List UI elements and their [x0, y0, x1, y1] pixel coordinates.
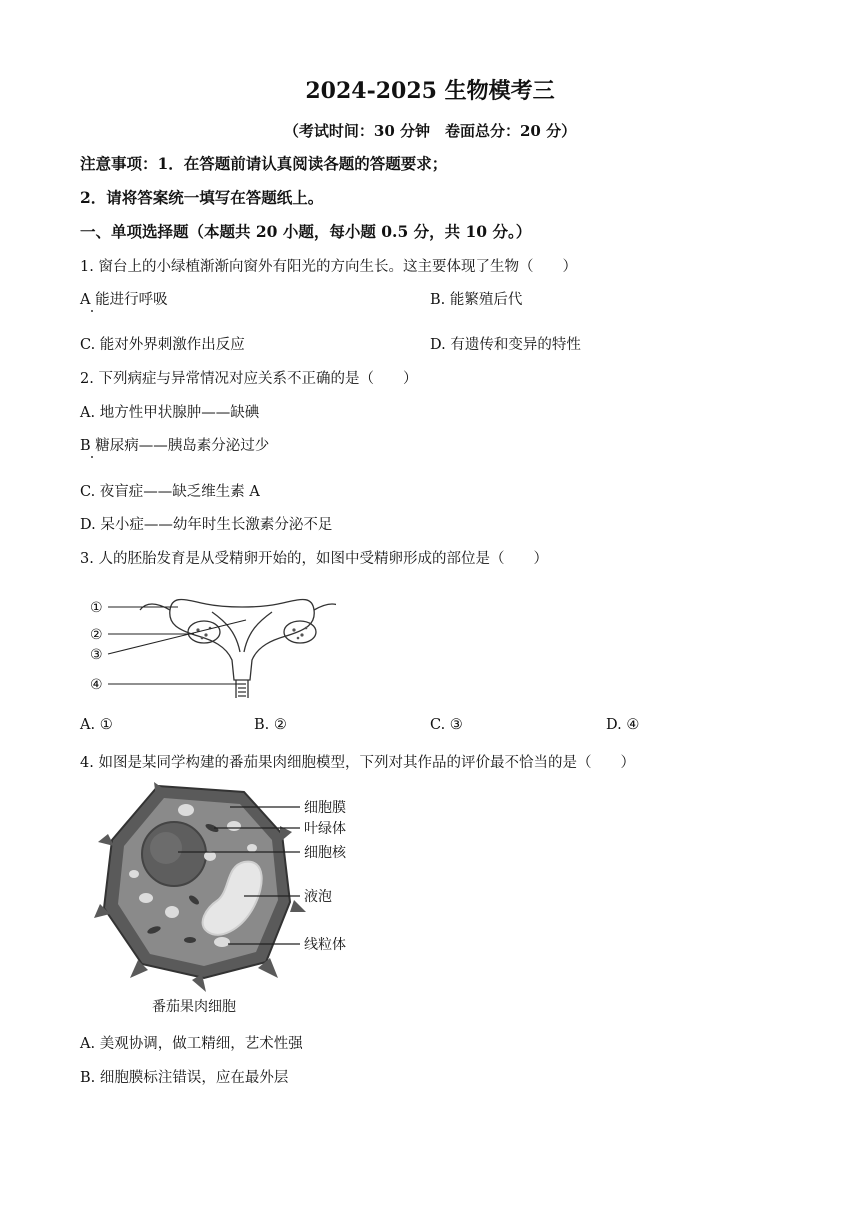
question-2-option-b: B 糖尿病——胰岛素分泌过少: [80, 438, 270, 454]
notice-line-2: 2．请将答案统一填写在答题纸上。: [80, 188, 324, 207]
label-nucleus: 细胞核: [304, 845, 346, 861]
figure-label-4: ④: [90, 677, 103, 693]
question-1-stem: 1. 窗台上的小绿植渐渐向窗外有阳光的方向生长。这主要体现了生物（ ）: [80, 259, 577, 275]
scan-dot: [91, 456, 93, 458]
exam-info: （考试时间：30 分钟 卷面总分：20 分）: [283, 122, 577, 140]
figure-caption: 番茄果肉细胞: [152, 999, 236, 1015]
label-chloroplast: 叶绿体: [304, 821, 346, 837]
figure-label-1: ①: [90, 600, 103, 616]
question-3-stem: 3. 人的胚胎发育是从受精卵开始的，如图中受精卵形成的部位是（ ）: [80, 551, 548, 567]
figure-label-3: ③: [90, 647, 103, 663]
question-1-option-c: C. 能对外界刺激作出反应: [80, 337, 245, 353]
question-4-option-b: B. 细胞膜标注错误，应在最外层: [80, 1070, 289, 1086]
female-reproductive-system-figure: [86, 580, 336, 705]
question-3-option-d: D. ④: [606, 717, 640, 733]
question-2-option-a: A. 地方性甲状腺肿——缺碘: [80, 405, 260, 421]
question-2-stem: 2. 下列病症与异常情况对应关系不正确的是（ ）: [80, 371, 418, 387]
question-3-option-b: B. ②: [254, 717, 287, 733]
question-4-stem: 4. 如图是某同学构建的番茄果肉细胞模型，下列对其作品的评价最不恰当的是（ ）: [80, 755, 635, 771]
tomato-cell-model-figure: [94, 782, 384, 1020]
question-1-option-a: A 能进行呼吸: [80, 292, 168, 308]
scan-dot: [91, 310, 93, 312]
question-2-option-d: D. 呆小症——幼年时生长激素分泌不足: [80, 517, 333, 533]
question-3-option-a: A. ①: [80, 717, 113, 733]
label-mitochondria: 线粒体: [304, 937, 346, 953]
label-cell-membrane: 细胞膜: [304, 800, 346, 816]
question-4-option-a: A. 美观协调，做工精细，艺术性强: [80, 1036, 303, 1052]
question-1-option-d: D. 有遗传和变异的特性: [430, 337, 581, 353]
question-3-option-c: C. ③: [430, 717, 463, 733]
notice-line-1: 注意事项：1．在答题前请认真阅读各题的答题要求；: [80, 154, 448, 173]
label-vacuole: 液泡: [304, 889, 332, 905]
figure-label-2: ②: [90, 627, 103, 643]
section-heading: 一、单项选择题（本题共 20 小题，每小题 0.5 分，共 10 分。）: [80, 222, 532, 241]
question-1-option-b: B. 能繁殖后代: [430, 292, 523, 308]
page-title: 2024-2025 生物模考三: [305, 78, 555, 104]
question-2-option-c: C. 夜盲症——缺乏维生素 A: [80, 484, 260, 500]
